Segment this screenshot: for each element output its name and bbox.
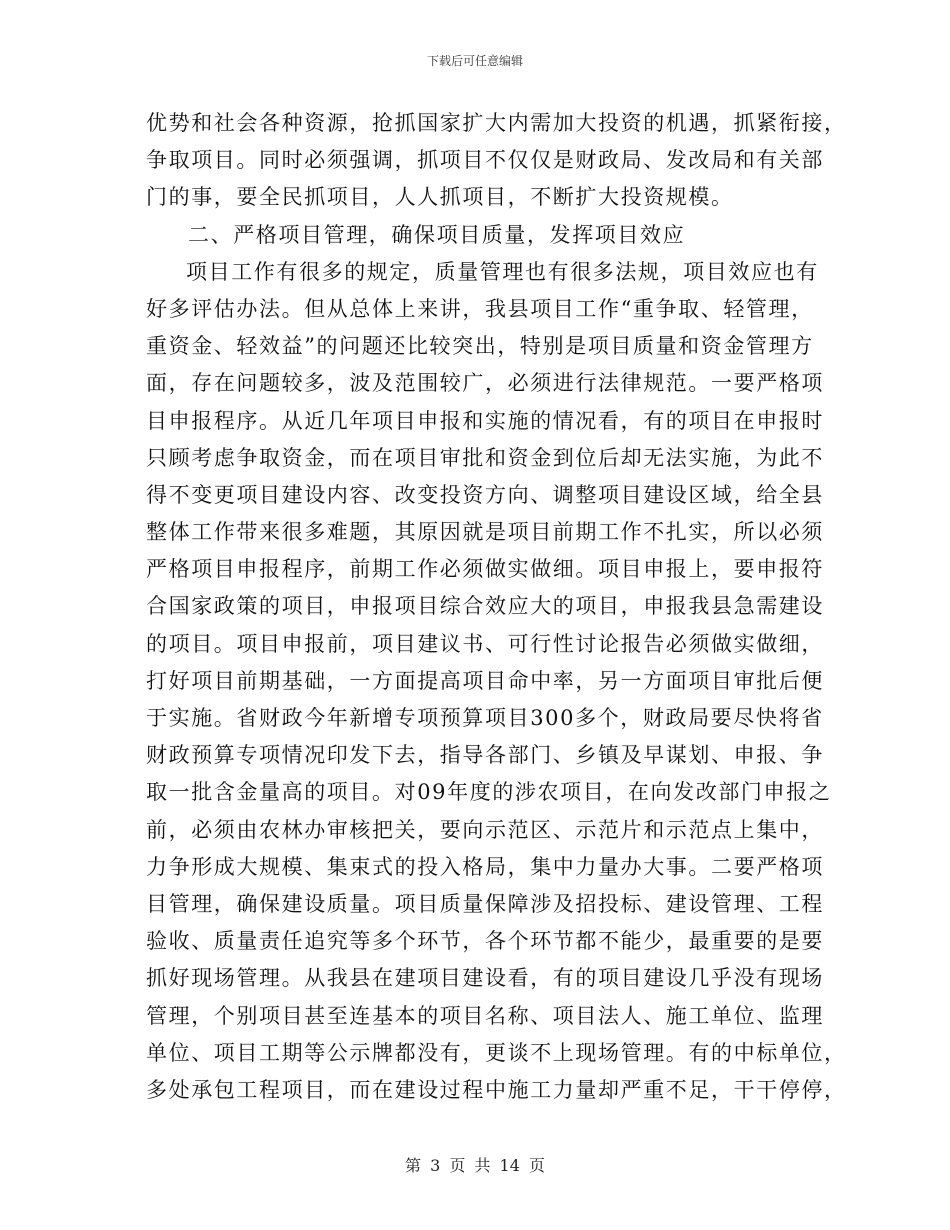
text-line: 整体工作带来很多难题，其原因就是项目前期工作不扎实，所以必须	[146, 520, 824, 545]
text-line: 争取项目。同时必须强调，抓项目不仅仅是财政局、发改局和有关部	[146, 148, 824, 173]
text-line: 单位、项目工期等公示牌都没有，更谈不上现场管理。有的中标单位，	[146, 1040, 847, 1065]
text-line: 打好项目前期基础，一方面提高项目命中率，另一方面项目审批后便	[146, 668, 824, 693]
document-body	[146, 105, 847, 1109]
text-line: 重资金、轻效益”的问题还比较突出，特别是项目质量和资金管理方	[146, 334, 814, 359]
text-line: 门的事，要全民抓项目，人人抓项目，不断扩大投资规模。	[146, 185, 734, 210]
text-line: 好多评估办法。但从总体上来讲，我县项目工作“重争取、轻管理，	[146, 296, 814, 321]
text-line: 取一批含金量高的项目。对09年度的涉农项目，在向发改部门申报之	[146, 780, 832, 805]
page-footer: 第 3 页 共 14 页	[405, 1156, 545, 1175]
text-line: 项目工作有很多的规定，质量管理也有很多法规，项目效应也有	[186, 259, 819, 284]
text-line: 前，必须由农林办审核把关，要向示范区、示范片和示范点上集中，	[146, 817, 824, 842]
text-line: 合国家政策的项目，申报项目综合效应大的项目，申报我县急需建设	[146, 594, 824, 619]
text-line: 管理，个别项目甚至连基本的项目名称、项目法人、施工单位、监理	[146, 1003, 824, 1028]
section-heading: 二、严格项目管理，确保项目质量，发挥项目效应	[188, 222, 686, 247]
text-line: 力争形成大规模、集束式的投入格局，集中力量办大事。二要严格项	[146, 854, 824, 879]
text-line: 目申报程序。从近几年项目申报和实施的情况看，有的项目在申报时	[146, 408, 824, 433]
text-line: 财政预算专项情况印发下去，指导各部门、乡镇及早谋划、申报、争	[146, 743, 824, 768]
text-line: 验收、质量责任追究等多个环节，各个环节都不能少，最重要的是要	[146, 929, 824, 954]
text-line: 优势和社会各种资源，抢抓国家扩大内需加大投资的机遇，抓紧衔接，	[146, 111, 847, 135]
text-line: 面，存在问题较多，波及范围较广，必须进行法律规范。一要严格项	[146, 371, 824, 396]
text-line: 只顾考虑争取资金，而在项目审批和资金到位后却无法实施，为此不	[146, 445, 824, 470]
text-line: 目管理，确保建设质量。项目质量保障涉及招投标、建设管理、工程	[146, 891, 824, 916]
text-line: 严格项目申报程序，前期工作必须做实做细。项目申报上，要申报符	[146, 557, 824, 582]
text-line: 于实施。省财政今年新增专项预算项目300多个，财政局要尽快将省	[146, 706, 824, 730]
text-line: 的项目。项目申报前，项目建议书、可行性讨论报告必须做实做细，	[146, 631, 824, 656]
text-line: 多处承包工程项目，而在建设过程中施工力量却严重不足，干干停停，	[146, 1077, 847, 1102]
text-line: 抓好现场管理。从我县在建项目建设看，有的项目建设几乎没有现场	[146, 966, 824, 991]
text-line: 得不变更项目建设内容、改变投资方向、调整项目建设区域，给全县	[146, 482, 824, 507]
page-header: 下载后可任意编辑	[426, 54, 523, 68]
